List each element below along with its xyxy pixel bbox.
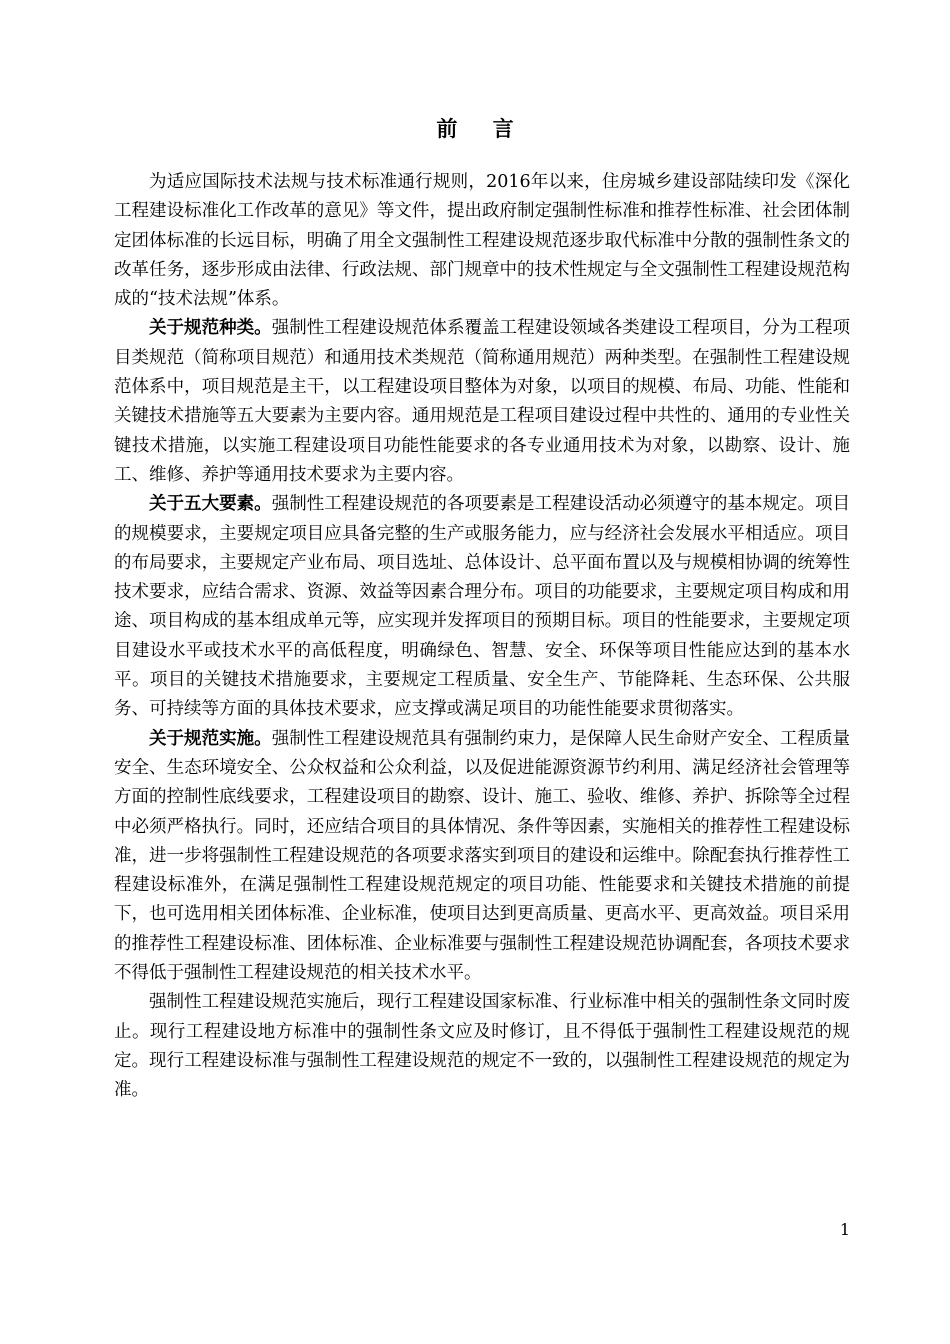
paragraph-lead: 关于规范实施。 — [149, 728, 272, 749]
paragraph-text: 强制性工程建设规范具有强制约束力，是保障人民生命财产安全、工程质量安全、生态环境安全、公众权益和公众利益，以及促进能源资源节约利用、满足经济社会管理等方面的控制性底线要求，工程建设项目的勘察、设计、施工、验收、维修、养护、拆除等全过程中必须严格执行。同时，还应结合项目的具体情况、条件等因素，实施相关的推荐性工程建设标准，进一步将强制性工程建设规范的各项要求落实到项目的建设和运维中。除配套执行推荐性工程建设标准外，在满足强制性工程建设规范规定的项目功能、性能要求和关键技术措施的前提下，也可选用相关团体标准、企业标准，使项目达到更高质量、更高水平、更高效益。项目采用的推荐性工程建设标准、团体标准、企业标准要与强制性工程建设规范协调配套，各项技术要求不得低于强制性工程建设规范的相关技术水平。 — [114, 728, 851, 984]
body-text — [114, 168, 850, 1106]
page-title: 前 言 — [436, 116, 528, 141]
paragraph-text: 强制性工程建设规范体系覆盖工程建设领域各类建设工程项目，分为工程项目类规范（简称项目规范）和通用技术类规范（简称通用规范）两种类型。在强制性工程建设规范体系中，项目规范是主干，以工程建设项目整体为对象，以项目的规模、布局、功能、性能和关键技术措施等五大要素为主要内容。通用规范是工程项目建设过程中共性的、通用的专业性关键技术措施，以实施工程建设项目功能性能要求的各专业通用技术为对象，以勘察、设计、施工、维修、养护等通用技术要求为主要内容。 — [114, 318, 851, 485]
paragraph-text: 强制性工程建设规范的各项要素是工程建设活动必须遵守的基本规定。项目的规模要求，主要规定项目应具备完整的生产或服务能力，应与经济社会发展水平相适应。项目的布局要求，主要规定产业布局、项目选址、总体设计、总平面布置以及与规模相协调的统筹性技术要求，应结合需求、资源、效益等因素合理分布。项目的功能要求，主要规定项目构成和用途、项目构成的基本组成单元等，应实现并发挥项目的预期目标。项目的性能要求，主要规定项目建设水平或技术水平的高低程度，明确绿色、智慧、安全、环保等项目性能应达到的基本水平。项目的关键技术措施要求，主要规定工程质量、安全生产、节能降耗、生态环保、公共服务、可持续等方面的具体技术要求，应支撑或满足项目的功能性能要求贯彻落实。 — [114, 494, 851, 720]
paragraph-text: 强制性工程建设规范实施后，现行工程建设国家标准、行业标准中相关的强制性条文同时废止。现行工程建设地方标准中的强制性条文应及时修订，且不得低于强制性工程建设规范的规定。现行工程建设标准与强制性工程建设规范的规定不一致的，以强制性工程建设规范的规定为准。 — [114, 992, 850, 1101]
paragraph-five-elements — [114, 490, 850, 724]
paragraph-intro — [114, 168, 850, 314]
page-number: 1 — [839, 1220, 850, 1239]
paragraph-spec-types — [114, 314, 850, 490]
paragraph-text: 为适应国际技术法规与技术标准通行规则，2016年以来，住房城乡建设部陆续印发《深化工程建设标准化工作改革的意见》等文件，提出政府制定强制性标准和推荐性标准、社会团体制定团体标准的长远目标，明确了用全文强制性工程建设规范逐步取代标准中分散的强制性条文的改革任务，逐步形成由法律、行政法规、部门规章中的技术性规定与全文强制性工程建设规范构成的“技术法规”体系。 — [114, 172, 850, 310]
paragraph-lead: 关于五大要素。 — [149, 494, 272, 515]
paragraph-lead: 关于规范种类。 — [149, 318, 272, 339]
paragraph-repeal — [114, 988, 850, 1105]
paragraph-implementation — [114, 725, 850, 989]
